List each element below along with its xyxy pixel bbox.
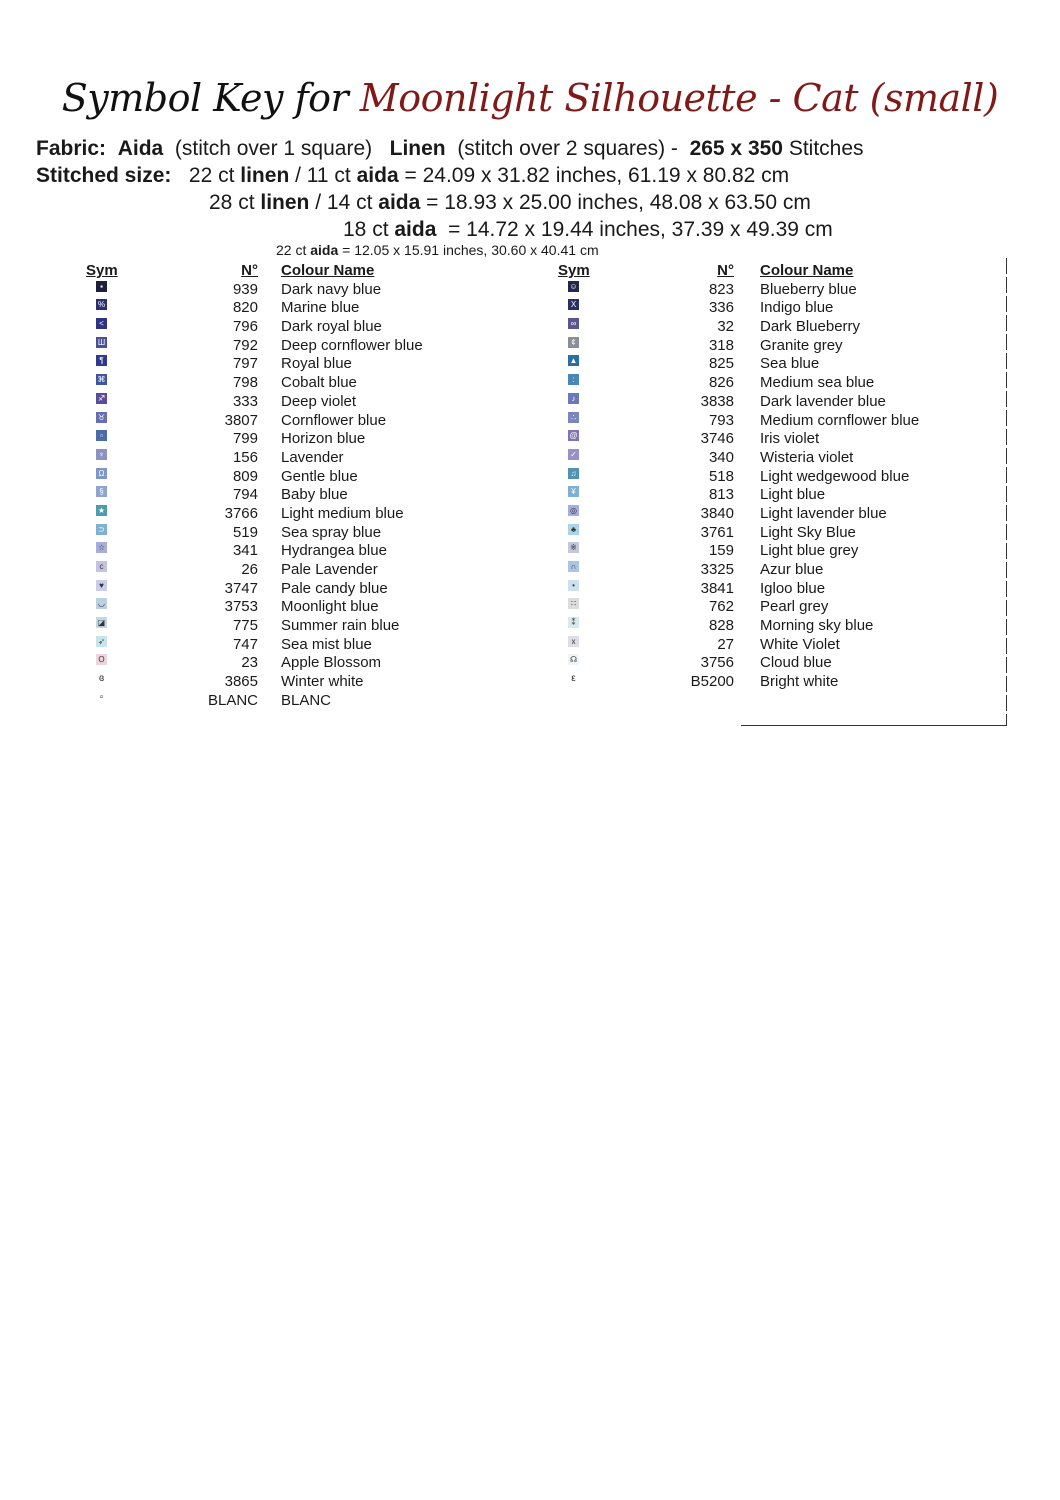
- thread-number: 792: [232, 336, 258, 354]
- colour-name: Light blue grey: [760, 542, 859, 560]
- fabric-linen: Linen: [389, 137, 446, 160]
- line3-count: 18 ct: [343, 218, 389, 241]
- key-row: [0, 355, 1000, 374]
- colour-name-header: Colour Name: [760, 262, 854, 279]
- key-row: [0, 636, 1000, 655]
- colour-name: Light Sky Blue: [760, 523, 856, 541]
- thread-number: 826: [708, 374, 734, 392]
- colour-name: Sea blue: [760, 355, 820, 373]
- symbol-swatch: <: [96, 318, 107, 329]
- symbol-swatch: x: [568, 636, 579, 647]
- colour-name: Deep violet: [281, 392, 357, 410]
- symbol-swatch: ⊃: [96, 524, 107, 535]
- symbol-swatch: ▪: [96, 281, 107, 292]
- key-row: [0, 318, 1000, 337]
- symbol-swatch: §: [96, 486, 107, 497]
- colour-name: Deep cornflower blue: [281, 336, 423, 354]
- stitches-word: Stitches: [788, 137, 864, 160]
- key-row: [0, 412, 1000, 431]
- colour-name: Horizon blue: [281, 430, 366, 448]
- thread-number: 341: [232, 542, 258, 560]
- thread-number: 3838: [700, 392, 734, 410]
- symbol-swatch: X: [568, 299, 579, 310]
- symbol-swatch: ¢: [568, 337, 579, 348]
- stitched-size-line-3: [343, 219, 833, 240]
- colour-name: Light medium blue: [281, 504, 404, 522]
- colour-name: Light lavender blue: [760, 504, 887, 522]
- colour-name: Moonlight blue: [281, 598, 379, 616]
- num-header: N°: [717, 262, 734, 279]
- line1-size: = 24.09 x 31.82 inches, 61.19 x 80.82 cm: [404, 164, 790, 187]
- thread-number: 3756: [700, 654, 734, 672]
- symbol-swatch: ◪: [97, 618, 106, 628]
- symbol-swatch: ε: [571, 673, 576, 685]
- symbol-swatch: ★: [97, 505, 106, 515]
- colour-name-header: Colour Name: [281, 262, 375, 279]
- colour-name: Light wedgewood blue: [760, 467, 910, 485]
- symbol-swatch: ∩: [568, 561, 579, 572]
- colour-name: Igloo blue: [760, 579, 826, 597]
- key-row: [0, 505, 1000, 524]
- colour-name: Bright white: [760, 673, 839, 691]
- line1-linen: linen: [240, 164, 290, 187]
- colour-name: Apple Blossom: [281, 654, 382, 672]
- thread-number: 828: [708, 617, 734, 635]
- line3-aida: aida: [394, 218, 437, 241]
- symbol-swatch: ⁑: [568, 617, 579, 628]
- symbol-swatch: ⌘: [97, 375, 106, 385]
- colour-name: Pearl grey: [760, 598, 829, 616]
- colour-name: Sea spray blue: [281, 523, 382, 541]
- thread-number: 156: [232, 448, 258, 466]
- colour-name: Wisteria violet: [760, 448, 854, 466]
- line2-size: = 18.93 x 25.00 inches, 48.08 x 63.50 cm: [426, 191, 811, 214]
- colour-name: Azur blue: [760, 561, 824, 578]
- sym-header: Sym: [558, 262, 590, 279]
- colour-name: Iris violet: [760, 430, 820, 448]
- key-row: [0, 393, 1000, 412]
- symbol-swatch: ♥: [96, 580, 107, 591]
- colour-name: Marine blue: [281, 299, 360, 317]
- key-row: [0, 281, 1000, 300]
- symbol-swatch: ♪: [568, 393, 579, 404]
- colour-name: Blueberry blue: [760, 280, 857, 298]
- thread-number: 939: [232, 280, 258, 298]
- colour-name: Dark royal blue: [281, 318, 382, 336]
- symbol-swatch: ♐: [97, 393, 106, 403]
- line4-aida: aida: [310, 242, 339, 258]
- thread-number: BLANC: [207, 691, 258, 709]
- colour-name: Pale Lavender: [281, 561, 378, 578]
- symbol-swatch: ♆: [96, 449, 107, 460]
- symbol-swatch: c: [96, 561, 107, 572]
- symbol-swatch: ∷: [568, 598, 579, 609]
- line1-count2: / 11 ct: [295, 164, 351, 187]
- title-prefix: Symbol Key for: [61, 76, 360, 120]
- fabric-aida-desc: (stitch over 1 square): [174, 137, 373, 160]
- key-row: [0, 561, 1000, 580]
- thread-number: 747: [232, 635, 258, 653]
- line2-count2: / 14 ct: [315, 191, 373, 214]
- key-row: [0, 337, 1000, 356]
- stitched-size-line-1: [36, 165, 789, 186]
- key-row: [0, 374, 1000, 393]
- key-row: [0, 486, 1000, 505]
- stitched-size-line-4: [276, 243, 599, 257]
- symbol-swatch: @: [569, 431, 578, 441]
- symbol-swatch: ɞ: [98, 673, 105, 685]
- num-header: N°: [241, 262, 258, 279]
- line2-aida: aida: [378, 191, 421, 214]
- symbol-swatch: ♫: [568, 468, 579, 479]
- key-row: [0, 524, 1000, 543]
- colour-name: Royal blue: [281, 355, 352, 373]
- colour-name: Gentle blue: [281, 467, 358, 485]
- symbol-swatch: ◡: [96, 598, 107, 609]
- fabric-linen-desc: (stitch over 2 squares) -: [457, 137, 678, 160]
- thread-number: 3746: [700, 430, 734, 448]
- colour-name: Cloud blue: [760, 654, 832, 672]
- symbol-swatch: ♉: [97, 412, 106, 422]
- sym-header: Sym: [86, 262, 118, 279]
- key-row: [0, 617, 1000, 636]
- colour-name: BLANC: [281, 691, 332, 709]
- colour-name: Baby blue: [281, 486, 348, 504]
- colour-name: Indigo blue: [760, 299, 834, 317]
- colour-name: Cobalt blue: [281, 374, 357, 392]
- colour-name: White Violet: [760, 635, 840, 653]
- thread-number: 519: [232, 523, 258, 541]
- thread-number: 825: [708, 355, 734, 373]
- line3-size: = 14.72 x 19.44 inches, 37.39 x 49.39 cm: [442, 218, 833, 241]
- right-border: [1006, 258, 1007, 726]
- right-header: [0, 262, 1000, 281]
- colour-name: Granite grey: [760, 336, 843, 354]
- stitched-size-line-2: [209, 192, 811, 213]
- thread-number: 794: [232, 486, 258, 504]
- thread-number: 799: [232, 430, 258, 448]
- thread-number: 796: [232, 318, 258, 336]
- colour-name: Medium sea blue: [760, 374, 875, 392]
- key-row: [0, 654, 1000, 673]
- thread-number: 333: [232, 392, 258, 410]
- thread-number: 159: [708, 542, 734, 560]
- key-row: [0, 468, 1000, 487]
- colour-name: Cornflower blue: [281, 411, 387, 429]
- symbol-swatch: ¶: [96, 355, 107, 366]
- key-row: [0, 299, 1000, 318]
- key-row: [0, 673, 1000, 692]
- thread-number: 823: [708, 280, 734, 298]
- thread-number: 775: [232, 617, 258, 635]
- thread-number: 3325: [700, 561, 734, 578]
- symbol-swatch: O: [96, 654, 107, 665]
- page-title: [0, 76, 1060, 120]
- colour-name: Hydrangea blue: [281, 542, 387, 560]
- thread-number: 797: [232, 355, 258, 373]
- colour-name: Summer rain blue: [281, 617, 400, 635]
- symbol-swatch: ♣: [568, 524, 579, 535]
- symbol-swatch: Ш: [97, 337, 106, 347]
- symbol-swatch: ☺: [569, 281, 578, 291]
- symbol-key-right: [0, 262, 1000, 692]
- colour-name: Dark navy blue: [281, 280, 382, 298]
- symbol-swatch: Ω: [96, 468, 107, 479]
- thread-number: 3865: [224, 673, 258, 691]
- key-row: [0, 542, 1000, 561]
- symbol-swatch: ∞: [568, 318, 579, 329]
- key-row: [0, 598, 1000, 617]
- thread-number: 336: [708, 299, 734, 317]
- symbol-swatch: :: [568, 374, 579, 385]
- symbol-swatch: %: [97, 300, 106, 310]
- thread-number: 518: [708, 467, 734, 485]
- colour-name: Sea mist blue: [281, 635, 372, 653]
- key-row: [0, 449, 1000, 468]
- fabric-aida: Aida: [117, 137, 164, 160]
- thread-number: 3841: [700, 579, 734, 597]
- symbol-swatch: ◎: [568, 505, 579, 516]
- line1-aida: aida: [356, 164, 399, 187]
- line4-count: 22 ct: [276, 242, 307, 258]
- line2-linen: linen: [260, 191, 310, 214]
- thread-number: 809: [232, 467, 258, 485]
- fabric-line: [36, 138, 864, 159]
- thread-number: 3766: [224, 504, 258, 522]
- symbol-swatch: ✓: [568, 449, 579, 460]
- colour-name: Dark Blueberry: [760, 318, 861, 336]
- symbol-swatch: ☆: [97, 543, 106, 553]
- colour-name: Lavender: [281, 448, 344, 466]
- thread-number: 820: [232, 299, 258, 317]
- colour-name: Winter white: [281, 673, 364, 691]
- colour-name: Dark lavender blue: [760, 392, 886, 410]
- line4-size: = 12.05 x 15.91 inches, 30.60 x 40.41 cm: [342, 242, 599, 258]
- thread-number: 3840: [700, 504, 734, 522]
- colour-name: Medium cornflower blue: [760, 411, 920, 429]
- thread-number: 3761: [700, 523, 734, 541]
- thread-number: 3807: [224, 411, 258, 429]
- line1-count: 22 ct: [188, 164, 235, 187]
- thread-number: 3747: [224, 579, 258, 597]
- thread-number: 813: [708, 486, 734, 504]
- thread-number: 798: [232, 374, 258, 392]
- stitch-count: 265 x 350: [689, 137, 783, 160]
- symbol-swatch: ▫: [99, 691, 104, 703]
- thread-number: 23: [241, 654, 258, 672]
- thread-number: 27: [717, 635, 734, 653]
- fabric-label: Fabric:: [36, 137, 107, 160]
- symbol-swatch: ▫: [96, 430, 107, 441]
- thread-number: 32: [717, 318, 734, 336]
- thread-number: 3753: [224, 598, 258, 616]
- symbol-swatch: •: [568, 580, 579, 591]
- thread-number: 26: [241, 561, 258, 578]
- line2-count: 28 ct: [209, 191, 255, 214]
- pattern-name: Moonlight Silhouette - Cat (small): [359, 76, 999, 120]
- stitched-size-label: Stitched size:: [36, 164, 172, 187]
- symbol-swatch: ¥: [568, 486, 579, 497]
- symbol-swatch: ▲: [569, 356, 578, 366]
- key-row: [0, 580, 1000, 599]
- thread-number: 793: [708, 411, 734, 429]
- bottom-border: [741, 725, 1007, 726]
- thread-number: 340: [708, 448, 734, 466]
- symbol-swatch: ☊: [569, 655, 578, 665]
- symbol-swatch: ※: [568, 542, 579, 553]
- thread-number: 762: [708, 598, 734, 616]
- key-row: [0, 430, 1000, 449]
- colour-name: Light blue: [760, 486, 826, 504]
- thread-number: 318: [708, 336, 734, 354]
- colour-name: Pale candy blue: [281, 579, 388, 597]
- symbol-swatch: ∴: [568, 412, 579, 423]
- thread-number: B5200: [690, 673, 734, 691]
- colour-name: Morning sky blue: [760, 617, 874, 635]
- key-row: [0, 692, 520, 711]
- symbol-swatch: ➶: [96, 636, 107, 647]
